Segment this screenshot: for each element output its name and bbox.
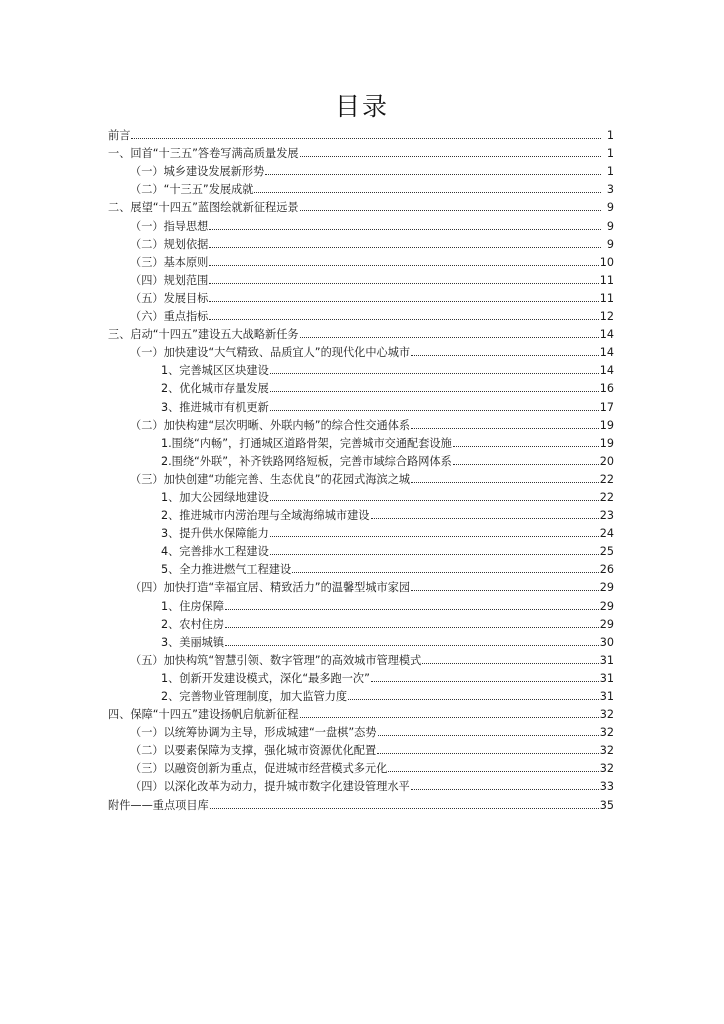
toc-entry-label: （三）以融资创新为重点，促进城市经营模式多元化 <box>130 762 388 776</box>
toc-entry-page-number: 24 <box>599 527 614 541</box>
dot-leader <box>254 192 601 193</box>
toc-entry-label: （四）加快打造“幸福宜居、精致活力”的温馨型城市家园 <box>130 581 411 595</box>
dot-leader <box>209 301 598 302</box>
toc-entry-page-number: 9 <box>606 219 614 233</box>
toc-entry-label: 3、提升供水保障能力 <box>161 527 269 541</box>
toc-entry[interactable] <box>108 432 614 450</box>
dot-leader <box>209 319 598 320</box>
dot-leader <box>270 554 599 555</box>
toc-entry-page-number: 17 <box>599 400 614 414</box>
toc-entry[interactable] <box>108 631 614 649</box>
toc-entry-label: （四）规划范围 <box>130 273 209 287</box>
toc-entry-label: 2、推进城市内涝治理与全域海绵城市建设 <box>161 509 370 523</box>
toc-entry[interactable] <box>108 160 614 178</box>
toc-entry-label: 1、创新开发建设模式，深化“最多跑一次” <box>161 671 370 685</box>
toc-entry-page-number: 22 <box>599 472 614 486</box>
toc-entry-page-number: 10 <box>599 255 614 269</box>
toc-entry-label: 2、农村住房 <box>161 617 225 631</box>
toc-entry-label: 5、全力推进燃气工程建设 <box>161 563 292 577</box>
dot-leader <box>411 482 599 483</box>
toc-entry[interactable] <box>108 667 614 685</box>
toc-entry[interactable] <box>108 287 614 305</box>
toc-entry-page-number: 19 <box>599 436 614 450</box>
toc-entry-label: 2、完善物业管理制度，加大监管力度 <box>161 690 348 703</box>
toc-entry-label: 1、完善城区区块建设 <box>161 364 269 378</box>
toc-entry-page-number: 29 <box>599 599 614 613</box>
dot-leader <box>300 717 599 718</box>
toc-entry-label: 1、加大公园绿地建设 <box>161 490 269 504</box>
dot-leader <box>453 446 599 447</box>
toc-entry-label: 四、保障“十四五”建设扬帆启航新征程 <box>108 708 299 722</box>
toc-entry-label: 3、美丽城镇 <box>161 635 225 649</box>
dot-leader <box>270 391 599 392</box>
toc-entry-label: 1.围绕“内畅”，打通城区道路骨架，完善城市交通配套设施 <box>161 436 452 450</box>
toc-entry[interactable] <box>108 504 614 522</box>
toc-entry-page-number: 14 <box>599 364 614 378</box>
dot-leader <box>348 699 599 700</box>
toc-entry-page-number: 31 <box>599 671 614 685</box>
toc-entry-page-number: 12 <box>599 310 614 324</box>
toc-entry-page-number: 20 <box>599 454 614 468</box>
toc-entry-page-number: 9 <box>606 237 614 251</box>
toc-entry-label: 2、优化城市存量发展 <box>161 382 269 396</box>
toc-entry-label: 附件——重点项目库 <box>108 798 209 812</box>
toc-entry-page-number: 14 <box>599 346 614 360</box>
dot-leader <box>225 627 599 628</box>
dot-leader <box>378 735 599 736</box>
toc-entry[interactable] <box>108 540 614 558</box>
toc-entry-page-number: 32 <box>599 708 614 722</box>
toc-entry-label: 1、住房保障 <box>161 599 225 613</box>
toc-entry-label: （四）以深化改革为动力，提升城市数字化建设管理水平 <box>130 780 410 794</box>
dot-leader <box>209 247 601 248</box>
toc-entry-label: （一）以统筹协调为主导，形成城建“一盘棋”态势 <box>130 726 377 740</box>
dot-leader <box>422 663 598 664</box>
toc-entry[interactable] <box>108 214 614 232</box>
dot-leader <box>411 355 599 356</box>
toc-entry-label: （一）城乡建设发展新形势 <box>130 165 265 179</box>
toc-entry[interactable] <box>108 377 614 395</box>
toc-entry-page-number: 29 <box>599 581 614 595</box>
toc-entry-page-number: 1 <box>606 129 614 143</box>
toc-entry-page-number: 35 <box>599 798 614 812</box>
toc-entry[interactable] <box>108 124 614 142</box>
toc-entry-page-number: 1 <box>606 165 614 179</box>
toc-entry-label: （五）加快构筑“智慧引领、数字管理”的高效城市管理模式 <box>130 653 422 667</box>
toc-entry[interactable] <box>108 414 614 432</box>
dot-leader <box>270 536 599 537</box>
toc-entry[interactable] <box>108 233 614 251</box>
toc-entry[interactable] <box>108 522 614 540</box>
toc-entry[interactable] <box>108 305 614 323</box>
dot-leader <box>270 373 599 374</box>
dot-leader <box>265 174 601 175</box>
toc-entry-label: 2.围绕“外联”，补齐铁路网络短板，完善市域综合路网体系 <box>161 454 452 468</box>
toc-entry-page-number: 31 <box>599 653 614 667</box>
toc-entry[interactable] <box>108 341 614 359</box>
dot-leader <box>270 410 599 411</box>
toc-entry-label: （一）加快建设“大气精致、品质宜人”的现代化中心城市 <box>130 346 411 360</box>
toc-entry-label: （三）基本原则 <box>130 255 209 269</box>
table-of-contents <box>108 124 614 812</box>
toc-entry[interactable] <box>108 613 614 631</box>
toc-entry-label: （五）发展目标 <box>130 291 209 305</box>
dot-leader <box>210 808 599 809</box>
dot-leader <box>300 156 601 157</box>
toc-entry[interactable] <box>108 142 614 160</box>
toc-entry[interactable] <box>108 576 614 594</box>
toc-entry[interactable] <box>108 359 614 377</box>
toc-entry-page-number: 11 <box>599 273 614 287</box>
toc-entry[interactable] <box>108 703 614 721</box>
dot-leader <box>270 500 599 501</box>
dot-leader <box>292 572 599 573</box>
toc-entry-label: 二、展望“十四五”蓝图绘就新征程远景 <box>108 201 299 215</box>
toc-entry-label: （二）“十三五”发展成就 <box>130 183 254 197</box>
toc-entry-label: 4、完善排水工程建设 <box>161 545 269 559</box>
dot-leader <box>411 590 599 591</box>
toc-entry-page-number: 14 <box>599 328 614 342</box>
page-title: 目录 <box>334 92 389 121</box>
dot-leader <box>131 138 601 139</box>
toc-entry-page-number: 23 <box>599 509 614 523</box>
dot-leader <box>225 609 599 610</box>
toc-entry[interactable] <box>108 323 614 341</box>
toc-entry[interactable] <box>108 395 614 413</box>
dot-leader <box>371 681 599 682</box>
toc-entry[interactable] <box>108 269 614 287</box>
dot-leader <box>377 753 599 754</box>
toc-entry[interactable] <box>108 178 614 196</box>
toc-entry[interactable] <box>108 793 614 811</box>
dot-leader <box>209 229 601 230</box>
toc-entry-label: （三）加快创建“功能完善、生态优良”的花园式海滨之城 <box>130 472 411 486</box>
toc-entry[interactable] <box>108 251 614 269</box>
toc-entry-page-number: 32 <box>599 762 614 776</box>
toc-entry[interactable] <box>108 739 614 757</box>
toc-entry[interactable] <box>108 775 614 793</box>
toc-entry-page-number: 26 <box>599 563 614 577</box>
toc-entry[interactable] <box>108 468 614 486</box>
toc-entry-page-number: 1 <box>606 147 614 161</box>
dot-leader <box>300 337 599 338</box>
toc-entry[interactable] <box>108 757 614 775</box>
toc-entry-label: （二）规划依据 <box>130 237 209 251</box>
dot-leader <box>209 265 598 266</box>
toc-entry-label: 三、启动“十四五”建设五大战略新任务 <box>108 328 299 342</box>
toc-entry-label: （六）重点指标 <box>130 310 209 324</box>
toc-entry-page-number: 33 <box>599 780 614 794</box>
toc-entry-page-number: 22 <box>599 490 614 504</box>
toc-entry-page-number: 29 <box>599 617 614 631</box>
toc-entry-page-number: 3 <box>606 183 614 197</box>
toc-entry-page-number: 30 <box>599 635 614 649</box>
dot-leader <box>453 464 599 465</box>
toc-entry-label: （二）以要素保障为支撑，强化城市资源优化配置 <box>130 744 377 758</box>
toc-entry-page-number: 11 <box>599 291 614 305</box>
dot-leader <box>371 518 599 519</box>
toc-entry-page-number: 19 <box>599 418 614 432</box>
dot-leader <box>225 645 599 646</box>
dot-leader <box>388 771 598 772</box>
toc-entry-page-number: 9 <box>606 201 614 215</box>
dot-leader <box>411 428 599 429</box>
toc-entry[interactable] <box>108 486 614 504</box>
toc-entry[interactable] <box>108 649 614 667</box>
toc-entry-label: 一、回首“十三五”答卷写满高质量发展 <box>108 147 299 161</box>
toc-entry-label: （二）加快构建“层次明晰、外联内畅”的综合性交通体系 <box>130 418 411 432</box>
toc-entry[interactable] <box>108 721 614 739</box>
toc-entry[interactable] <box>108 594 614 612</box>
toc-entry-label: 前言 <box>108 129 131 143</box>
dot-leader <box>300 210 601 211</box>
toc-entry[interactable] <box>108 685 614 703</box>
toc-entry-page-number: 31 <box>599 690 614 703</box>
dot-leader <box>209 283 598 284</box>
toc-entry[interactable] <box>108 558 614 576</box>
toc-entry-page-number: 32 <box>599 726 614 740</box>
toc-entry[interactable] <box>108 450 614 468</box>
toc-entry[interactable] <box>108 196 614 214</box>
toc-entry-page-number: 25 <box>599 545 614 559</box>
dot-leader <box>411 789 599 790</box>
toc-entry-label: （一）指导思想 <box>130 219 209 233</box>
toc-entry-page-number: 32 <box>599 744 614 758</box>
toc-entry-page-number: 16 <box>599 382 614 396</box>
toc-entry-label: 3、推进城市有机更新 <box>161 400 269 414</box>
